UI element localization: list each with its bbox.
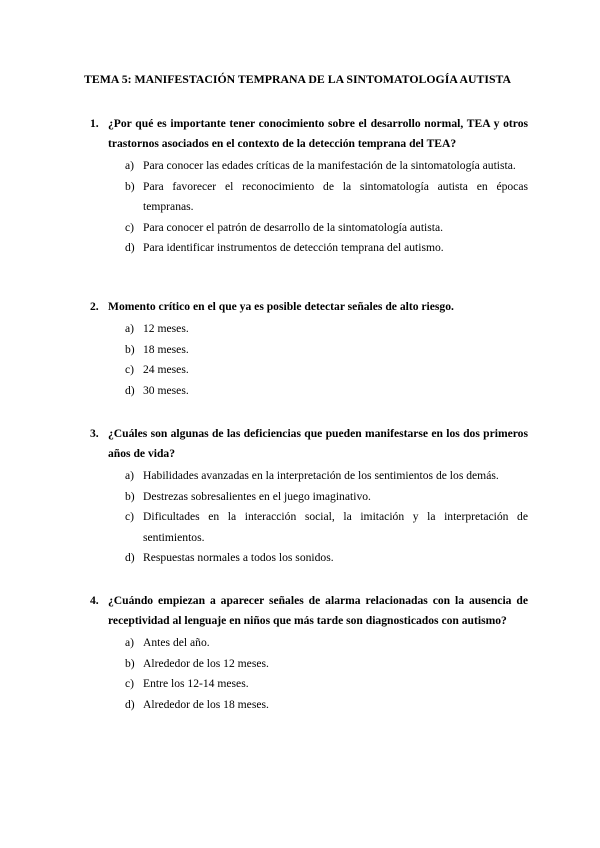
option-text: Respuestas normales a todos los sonidos. bbox=[143, 551, 334, 564]
option-letter: a) bbox=[125, 159, 135, 172]
option-text: Entre los 12-14 meses. bbox=[143, 677, 249, 690]
option-c bbox=[90, 360, 528, 381]
option-letter: b) bbox=[125, 342, 135, 356]
option-letter: c) bbox=[125, 677, 135, 690]
option-letter: d) bbox=[125, 697, 135, 711]
option-letter: b) bbox=[125, 179, 135, 193]
option-list bbox=[90, 466, 528, 569]
question-3 bbox=[90, 424, 528, 569]
question-number: 3. bbox=[90, 427, 99, 440]
option-text: Dificultades en la interacción social, la imitación y la interpretación de sentimientos. bbox=[143, 510, 528, 544]
option-b bbox=[90, 487, 528, 508]
option-text: Para conocer las edades críticas de la manifestación de la sintomatología autista. bbox=[143, 159, 516, 172]
option-letter: d) bbox=[125, 241, 135, 254]
option-a bbox=[90, 633, 528, 654]
option-b bbox=[90, 340, 528, 361]
option-text: 18 meses. bbox=[143, 342, 189, 356]
option-letter: d) bbox=[125, 551, 135, 564]
question-text: Momento crítico en el que ya es posible detectar señales de alto riesgo. bbox=[108, 300, 454, 313]
option-letter: c) bbox=[125, 510, 135, 523]
option-d bbox=[90, 548, 528, 569]
option-text: Alrededor de los 18 meses. bbox=[143, 697, 269, 711]
option-d bbox=[90, 381, 528, 402]
option-d bbox=[90, 238, 528, 259]
option-text: Alrededor de los 12 meses. bbox=[143, 656, 269, 670]
option-text: Antes del año. bbox=[143, 636, 210, 649]
option-text: 24 meses. bbox=[143, 363, 189, 376]
question-text: ¿Cuándo empiezan a aparecer señales de alarma relacionadas con la ausencia de receptividad al lenguaje en niños que más tarde son diagnosticados con autismo? bbox=[108, 594, 528, 627]
option-a bbox=[90, 466, 528, 487]
option-b bbox=[90, 654, 528, 675]
question-number: 4. bbox=[90, 594, 99, 607]
option-text: 12 meses. bbox=[143, 322, 189, 335]
question-number: 2. bbox=[90, 300, 99, 313]
option-text: Para favorecer el reconocimiento de la sintomatología autista en épocas tempranas. bbox=[143, 179, 528, 213]
question-header bbox=[90, 424, 528, 464]
option-text: 30 meses. bbox=[143, 383, 189, 397]
question-text: ¿Por qué es importante tener conocimiento sobre el desarrollo normal, TEA y otros trastornos asociados en el contexto de la detección temprana del TEA? bbox=[108, 117, 528, 150]
option-letter: c) bbox=[125, 220, 135, 234]
question-number: 1. bbox=[90, 117, 99, 130]
option-b bbox=[90, 177, 528, 218]
option-a bbox=[90, 156, 528, 177]
question-header bbox=[90, 591, 528, 631]
option-text: Habilidades avanzadas en la interpretación de los sentimientos de los demás. bbox=[143, 469, 499, 482]
question-1 bbox=[90, 114, 528, 259]
question-header bbox=[90, 297, 528, 317]
option-text: Para identificar instrumentos de detección temprana del autismo. bbox=[143, 241, 444, 254]
option-letter: b) bbox=[125, 656, 135, 670]
option-c bbox=[90, 507, 528, 548]
option-text: Para conocer el patrón de desarrollo de la sintomatología autista. bbox=[143, 220, 444, 234]
page-title: TEMA 5: MANIFESTACIÓN TEMPRANA DE LA SINTOMATOLOGÍA AUTISTA bbox=[84, 72, 512, 86]
option-c bbox=[90, 218, 528, 239]
question-text: ¿Cuáles son algunas de las deficiencias que pueden manifestarse en los dos primeros años de vida? bbox=[108, 427, 528, 460]
option-list bbox=[90, 633, 528, 715]
option-letter: b) bbox=[125, 489, 135, 503]
option-letter: a) bbox=[125, 322, 135, 335]
option-letter: a) bbox=[125, 469, 135, 482]
option-letter: a) bbox=[125, 636, 135, 649]
option-letter: c) bbox=[125, 363, 135, 376]
option-list bbox=[90, 319, 528, 401]
question-4 bbox=[90, 591, 528, 715]
option-d bbox=[90, 695, 528, 716]
question-2 bbox=[90, 297, 528, 401]
option-letter: d) bbox=[125, 383, 135, 397]
option-a bbox=[90, 319, 528, 340]
question-header bbox=[90, 114, 528, 154]
option-text: Destrezas sobresalientes en el juego imaginativo. bbox=[143, 489, 371, 503]
option-list bbox=[90, 156, 528, 259]
option-c bbox=[90, 674, 528, 695]
